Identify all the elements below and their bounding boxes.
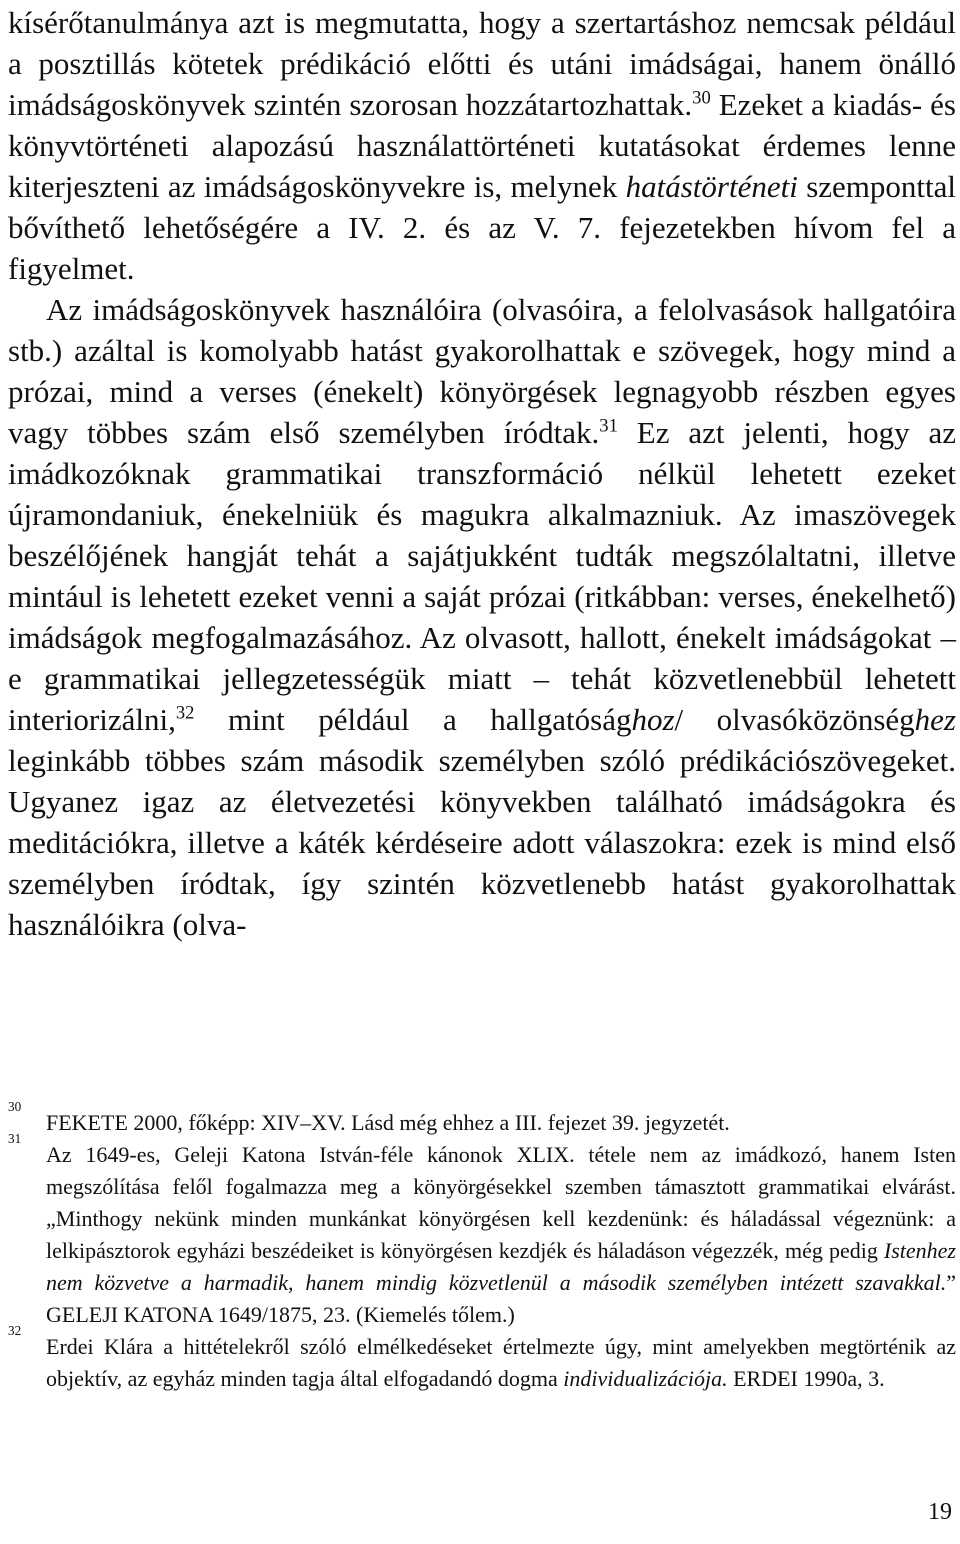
paragraph-2-text-c: mint például a hallgatóság (194, 702, 632, 737)
footnote-31: 31 Az 1649-es, Geleji Katona István-féle kánonok XLIX. tétele nem az imádkozó, hanem Isten megszólítása felől fogalmazza meg a könyörgésekkel szemben támasztott grammatikai elvárást. „Minthogy nekünk minden munkánkat könyörgésen kell kezdenünk: és háladással végeznünk: a lelkipásztorok egyházi beszédeiket is könyörgésen kezdjék és háladáson végezzék, még pedig Istenhez nem közvetve a harmadik, hanem mindig közvetlenül a második személyben intézett szavakkal.” GELEJI KATONA 1649/1875, 23. (Kiemelés tőlem.) (8, 1131, 956, 1327)
paragraph-2-emphasis-hoz: hoz (631, 702, 675, 737)
footnote-ref-31: 31 (599, 415, 618, 437)
footnote-32: 32 Erdei Klára a hittételekről szóló elmélkedéseket értelmezte úgy, mint amelyekben megtörténik az objektív, az egyház minden tagja által elfogadandó dogma individualizációja. ERDEI 1990a, 3. (8, 1323, 956, 1391)
paragraph-1-text-c: szemponttal bővíthető lehetőségére a IV. 2. és az V. 7. fejezetekben hívom fel a figyelmet. (8, 169, 956, 286)
paragraph-2-text-a: Az imádságoskönyvek használóira (olvasóira, a felolvasások hallgatóira stb.) azáltal is komolyabb hatást gyakorolhattak e szövegek, hogy mind a prózai, mind a verses (énekelt) könyörgések legnagyobb részben egyes vagy többes szám első személyben íródtak. (8, 292, 956, 450)
main-text (8, 2, 956, 945)
footnotes (8, 1099, 956, 1395)
paragraph-2-text-e: leginkább többes szám második személyben szóló prédikációszövegeket. Ugyanez igaz az életvezetési könyvekben található imádságokra és meditációkra, illetve a káték kérdéseire adott válaszokra: ezek is mind első személyben íródtak, így szintén közvetlenebb hatást gyakorolhattak használóikra (olva- (8, 743, 956, 942)
footnote-ref-32: 32 (175, 702, 195, 724)
footnote-30: 30 FEKETE 2000, főképp: XIV–XV. Lásd még ehhez a III. fejezet 39. jegyzetét. (8, 1099, 730, 1135)
paragraph-1-emphasis: hatástörténeti (625, 169, 798, 204)
footnote-text: FEKETE 2000, főképp: XIV–XV. Lásd még ehhez a III. fejezet 39. jegyzetét. (46, 1110, 730, 1135)
footnote-text: ERDEI 1990a, 3. (727, 1366, 885, 1391)
paragraph-2-text-d: / olvasóközönség (674, 702, 915, 737)
footnote-emphasis: Istenhez nem közvetve a harmadik, hanem mindig közvetlenül a második személyben intézett szavakkal. (46, 1238, 956, 1295)
footnote-ref-30: 30 (692, 87, 711, 109)
paragraph-2-text-b: Ez azt jelenti, hogy az imádkozóknak grammatikai transzformáció nélkül lehetett ezeket újramondaniuk, énekelniük és magukra alkalmazniuk. Az imaszövegek beszélőjének hangját tehát a sajátjukként tudták megszólaltatni, illetve mintául is lehetett ezeket venni a saját prózai (ritkábban: verses, énekelhető) imádságok megfogalmazásához. Az olvasott, hallott, énekelt imádságokat – e grammatikai jellegzetességük miatt – tehát közvetlenebbül lehetett interiorizálni, (8, 415, 956, 737)
paragraph-2 (8, 289, 956, 945)
footnote-emphasis: individualizációja. (563, 1366, 728, 1391)
paragraph-1 (8, 2, 956, 289)
paragraph-1-text-b: Ezeket a kiadás- és könyvtörténeti alapozású használattörténeti kutatásokat érdemes lenne kiterjeszteni az imádságoskönyvekre is, melynek (8, 87, 957, 204)
page-number: 19 (928, 1499, 952, 1525)
footnote-text: Erdei Klára a hittételekről szóló elmélkedéseket értelmezte úgy, mint amelyekben megtörténik az objektív, az egyház minden tagja által elfogadandó dogma (46, 1334, 956, 1391)
footnote-text: ” GELEJI KATONA 1649/1875, 23. (Kiemelés tőlem.) (46, 1270, 956, 1327)
paragraph-2-emphasis-hez: hez (914, 702, 956, 737)
footnote-text: Az 1649-es, Geleji Katona István-féle kánonok XLIX. tétele nem az imádkozó, hanem Isten megszólítása felől fogalmazza meg a könyörgésekkel szemben támasztott grammatikai elvárást. „Minthogy nekünk minden munkánkat könyörgésen kell kezdenünk: és háladással végeznünk: a lelkipásztorok egyházi beszédeiket is könyörgésen kezdjék és háladáson végezzék, még pedig (46, 1142, 956, 1263)
paragraph-1-text-a: kísérőtanulmánya azt is megmutatta, hogy a szertartáshoz nemcsak például a posztillás kötetek prédikáció előtti és utáni imádságai, hanem önálló imádságoskönyvek szintén szorosan hozzátartozhattak. (8, 5, 956, 122)
